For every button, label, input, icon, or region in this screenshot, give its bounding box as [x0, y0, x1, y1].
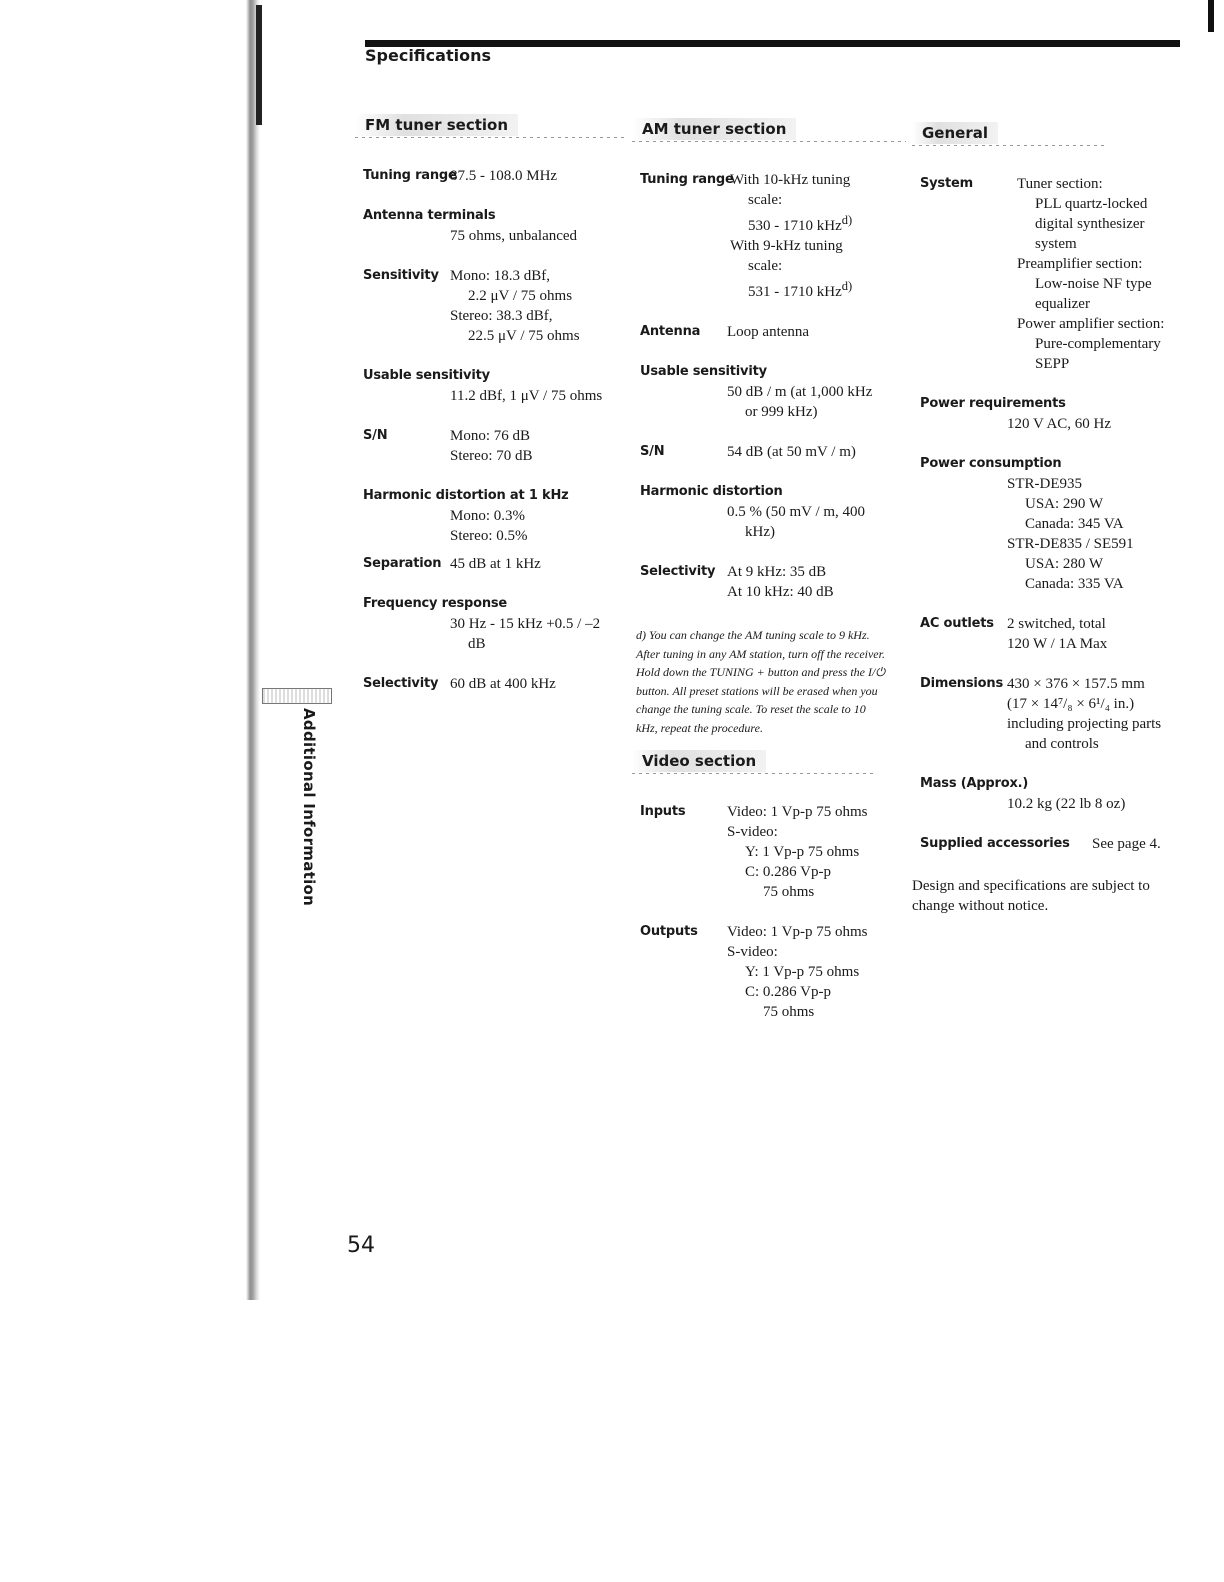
binding-shadow	[256, 5, 262, 125]
spec-row-dimensions	[912, 674, 1192, 754]
spec-value: Y: 1 Vp-p 75 ohms	[745, 844, 860, 860]
spec-key: S/N	[363, 428, 388, 443]
spec-row-supplied-accessories	[912, 834, 1192, 854]
spec-value: kHz)	[745, 524, 775, 540]
spec-value: Mono: 0.3%	[450, 508, 525, 524]
spec-row-selectivity	[355, 674, 615, 694]
spec-key: Selectivity	[640, 564, 716, 579]
spec-key: Dimensions	[920, 676, 1003, 691]
page-binding-edge	[246, 0, 260, 1300]
spec-key: Frequency response	[363, 596, 508, 611]
footnote-marker: d)	[841, 279, 853, 293]
spec-key: S/N	[640, 444, 665, 459]
spec-value: 10.2 kg (22 lb 8 oz)	[1007, 796, 1126, 812]
spec-value: 87.5 - 108.0 MHz	[450, 168, 558, 184]
spec-key: Tuning range	[640, 172, 734, 187]
spec-value: Mono: 18.3 dBf,	[450, 268, 551, 284]
spec-key: Inputs	[640, 804, 686, 819]
spec-row-usable-sensitivity	[632, 362, 900, 422]
spec-value: 11.2 dBf, 1 μV / 75 ohms	[450, 388, 603, 404]
footnote-marker: d)	[841, 213, 853, 227]
spec-value: equalizer	[1035, 296, 1090, 312]
spec-row-outputs	[632, 922, 900, 1022]
spec-row-selectivity	[632, 562, 900, 602]
spec-key: AC outlets	[920, 616, 994, 631]
spec-value: 2.2 μV / 75 ohms	[468, 288, 573, 304]
spec-row-tuning-range	[632, 170, 900, 302]
spec-row-mass	[912, 774, 1192, 814]
spec-key: Usable sensitivity	[640, 364, 767, 379]
spec-value: Canada: 335 VA	[1025, 576, 1124, 592]
spec-value: 30 Hz - 15 kHz +0.5 / –2	[450, 616, 601, 632]
spec-value: At 9 kHz: 35 dB	[727, 564, 827, 580]
spec-row-tuning-range	[355, 166, 615, 186]
specifications-note: Design and specifications are subject to change without notice.	[912, 878, 1150, 914]
spec-row-sn	[355, 426, 615, 466]
spec-value: STR-DE935	[1007, 476, 1082, 492]
section-tab-marker	[262, 688, 332, 704]
spec-key: Usable sensitivity	[363, 368, 490, 383]
spec-value: C: 0.286 Vp-p	[745, 864, 831, 880]
spec-row-antenna	[632, 322, 900, 342]
spec-row-harmonic-distortion	[355, 486, 615, 546]
spec-key: Tuning range	[363, 168, 457, 183]
spec-key: Power requirements	[920, 396, 1066, 411]
fm-tuner-section	[355, 114, 615, 694]
spec-row-separation	[355, 554, 615, 574]
spec-value: 2 switched, total	[1007, 616, 1106, 632]
spec-row-power-requirements	[912, 394, 1192, 434]
spec-value: 530 - 1710 kHz	[748, 218, 842, 234]
spec-value: 75 ohms	[763, 1004, 815, 1020]
spec-key: Supplied accessories	[920, 836, 1070, 851]
spec-value: scale:	[748, 192, 783, 208]
spec-value: Low-noise NF type	[1035, 276, 1152, 292]
spec-value: 120 V AC, 60 Hz	[1007, 416, 1112, 432]
spec-value: PLL quartz-locked	[1035, 196, 1148, 212]
spec-key: Mass (Approx.)	[920, 776, 1029, 791]
spec-value: 22.5 μV / 75 ohms	[468, 328, 580, 344]
general-section	[912, 122, 1192, 916]
spec-value: See page 4.	[1092, 836, 1161, 852]
spec-value: 531 - 1710 kHz	[748, 284, 842, 300]
spec-row-sensitivity	[355, 266, 615, 346]
spec-value: 0.5 % (50 mV / m, 400	[727, 504, 866, 520]
spec-value: 75 ohms	[763, 884, 815, 900]
spec-value: Canada: 345 VA	[1025, 516, 1124, 532]
edge-mark	[1208, 0, 1214, 32]
spec-value: S-video:	[727, 824, 778, 840]
spec-row-frequency-response	[355, 594, 615, 654]
spec-value: 75 ohms, unbalanced	[450, 228, 578, 244]
page-number: 54	[347, 1233, 375, 1258]
spec-value: With 9-kHz tuning	[730, 238, 843, 254]
spec-key: Antenna	[640, 324, 701, 339]
spec-value: C: 0.286 Vp-p	[745, 984, 831, 1000]
spec-row-usable-sensitivity	[355, 366, 615, 406]
video-section-heading: Video section	[632, 750, 766, 772]
spec-value: Preamplifier section:	[1017, 256, 1143, 272]
spec-value: Tuner section:	[1017, 176, 1103, 192]
spec-row-system	[912, 174, 1192, 374]
spec-value: With 10-kHz tuning	[730, 172, 851, 188]
spec-value: Video: 1 Vp-p 75 ohms	[727, 924, 868, 940]
spec-row-power-consumption	[912, 454, 1192, 594]
spec-value: dB	[468, 636, 486, 652]
spec-value: digital synthesizer	[1035, 216, 1145, 232]
spec-key: Power consumption	[920, 456, 1062, 471]
spec-value: USA: 280 W	[1025, 556, 1104, 572]
spec-key: Separation	[363, 556, 442, 571]
am-tuner-section	[632, 118, 900, 737]
page-title: Specifications	[365, 46, 491, 65]
spec-value: Stereo: 0.5%	[450, 528, 528, 544]
spec-value: 430 × 376 × 157.5 mm	[1007, 676, 1145, 692]
spec-value: 50 dB / m (at 1,000 kHz	[727, 384, 873, 400]
spec-value: 120 W / 1A Max	[1007, 636, 1108, 652]
spec-row-antenna-terminals	[355, 206, 615, 246]
spec-value: STR-DE835 / SE591	[1007, 536, 1134, 552]
spec-value: Y: 1 Vp-p 75 ohms	[745, 964, 860, 980]
spec-value: Power amplifier section:	[1017, 316, 1165, 332]
spec-value: scale:	[748, 258, 783, 274]
spec-row-ac-outlets	[912, 614, 1192, 654]
fm-section-heading: FM tuner section	[355, 114, 518, 136]
spec-value-with-footnote	[730, 276, 900, 302]
spec-key: Harmonic distortion	[640, 484, 783, 499]
spec-value: Stereo: 38.3 dBf,	[450, 308, 553, 324]
spec-key: Selectivity	[363, 676, 439, 691]
spec-value: USA: 290 W	[1025, 496, 1104, 512]
general-section-heading: General	[912, 122, 998, 144]
spec-value: 60 dB at 400 kHz	[450, 676, 556, 692]
spec-key: Sensitivity	[363, 268, 439, 283]
side-section-label: Additional Information	[300, 708, 318, 907]
spec-row-harmonic-distortion	[632, 482, 900, 542]
spec-value: At 10 kHz: 40 dB	[727, 584, 834, 600]
spec-value: Loop antenna	[727, 324, 810, 340]
spec-value: SEPP	[1035, 356, 1070, 372]
am-section-heading: AM tuner section	[632, 118, 796, 140]
spec-row-inputs	[632, 802, 900, 902]
spec-value: 54 dB (at 50 mV / m)	[727, 444, 856, 460]
spec-key: Antenna terminals	[363, 208, 496, 223]
am-tuning-footnote: d) You can change the AM tuning scale to 9 kHz. After tuning in any AM station, turn off the receiver. Hold down the TUNING + button and press the I/⏻ button. All preset stations will be erased when you change the tuning scale. To reset the scale to 10 kHz, repeat the procedure.	[636, 628, 885, 735]
spec-value: Stereo: 70 dB	[450, 448, 533, 464]
spec-value: S-video:	[727, 944, 778, 960]
spec-value: Pure-complementary	[1035, 336, 1161, 352]
spec-value: (17 × 14⁷/₈ × 6¹/₄ in.)	[1007, 696, 1135, 712]
spec-value-with-footnote	[730, 210, 900, 236]
spec-value: including projecting parts	[1007, 716, 1162, 732]
spec-value: and controls	[1025, 736, 1099, 752]
spec-key: Outputs	[640, 924, 698, 939]
spec-value: or 999 kHz)	[745, 404, 818, 420]
spec-value: Video: 1 Vp-p 75 ohms	[727, 804, 868, 820]
spec-value: system	[1035, 236, 1077, 252]
spec-value: Mono: 76 dB	[450, 428, 531, 444]
video-section	[632, 750, 900, 1022]
spec-key: System	[920, 176, 973, 191]
spec-key: Harmonic distortion at 1 kHz	[363, 488, 569, 503]
spec-row-sn	[632, 442, 900, 462]
spec-value: 45 dB at 1 kHz	[450, 556, 541, 572]
